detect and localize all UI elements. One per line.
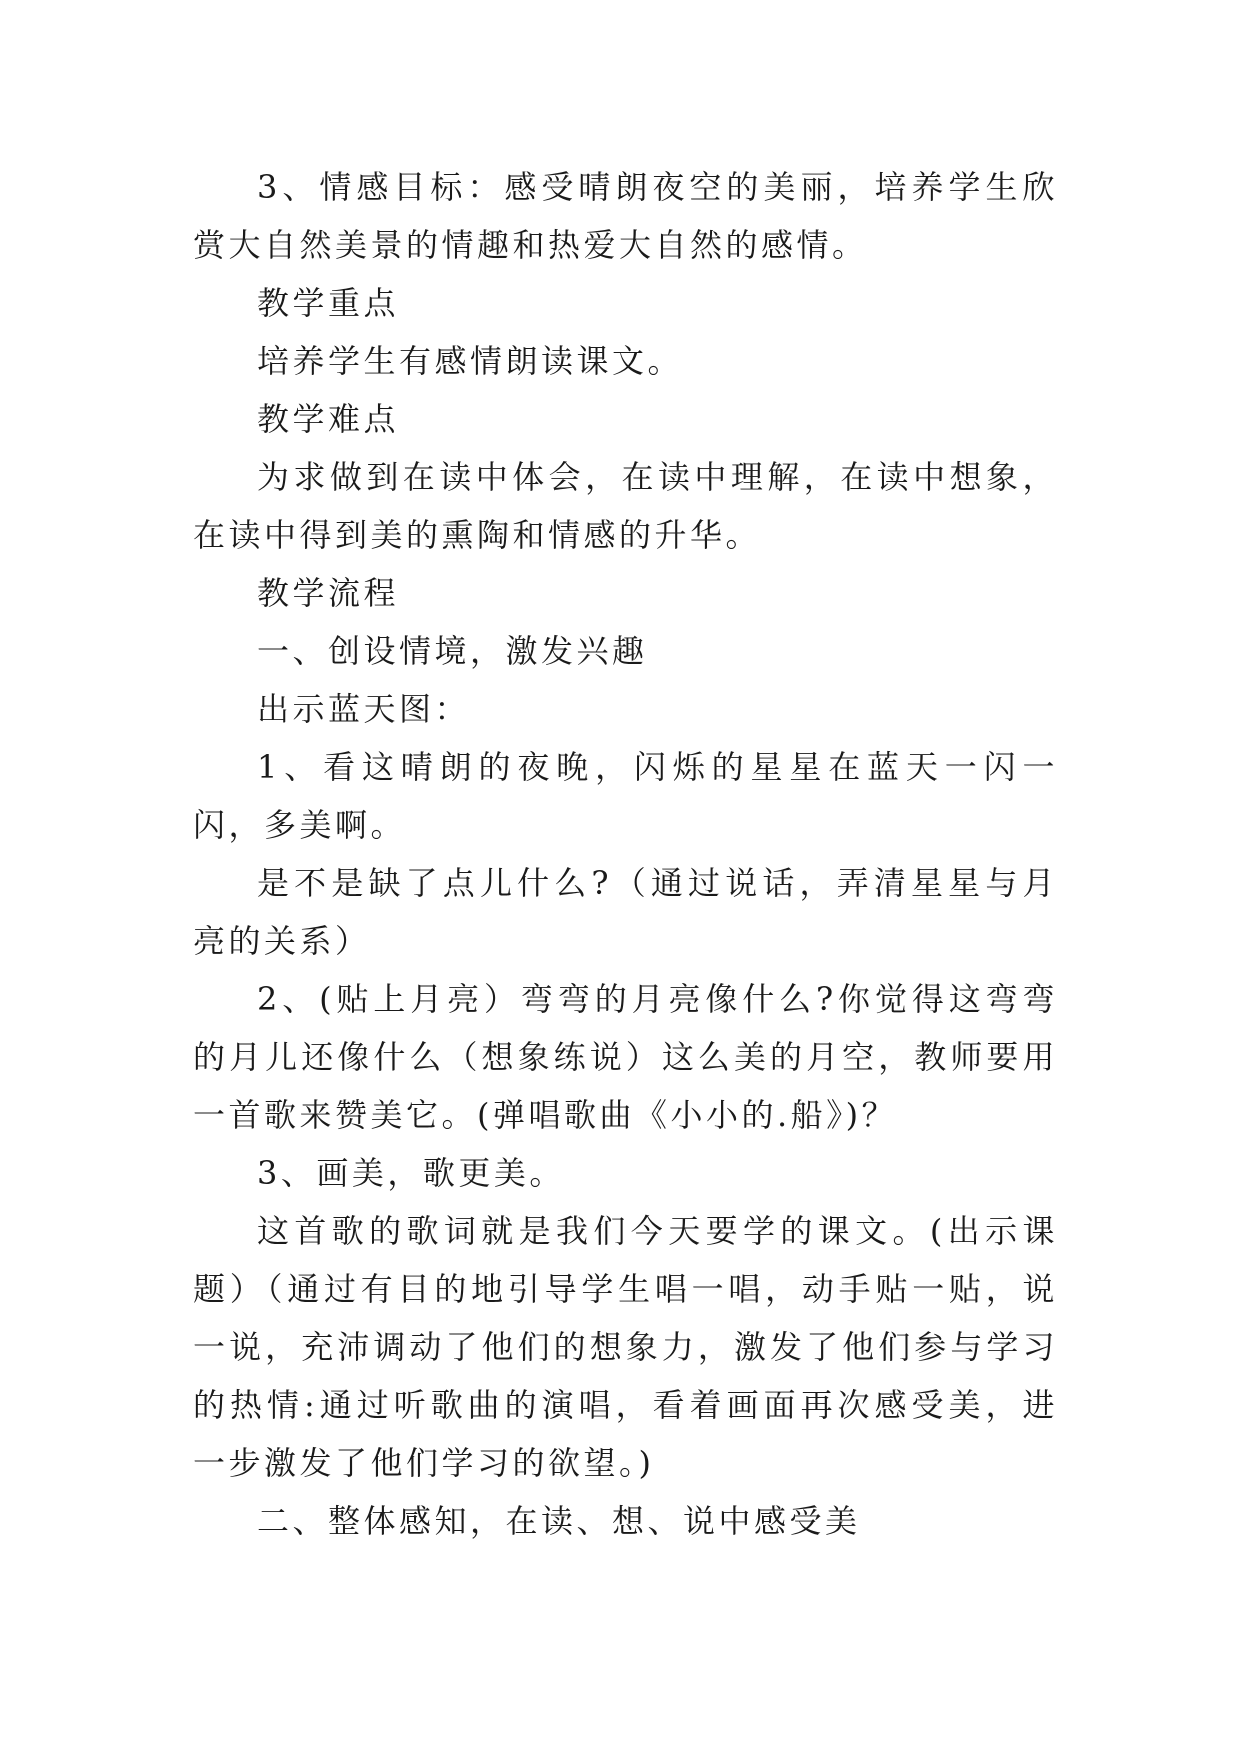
paragraph-step-3: 3、画美，歌更美。 (257, 1154, 565, 1192)
paragraph-emotional-goal: 3、情感目标：感受晴朗夜空的美丽，培养学生欣赏大自然美景的情趣和热爱大自然的感情。 (193, 168, 1058, 264)
heading-teaching-difficulty: 教学难点 (257, 400, 400, 438)
heading-section-one: 一、创设情境，激发兴趣 (257, 632, 648, 670)
paragraph-lyrics-lesson: 这首歌的歌词就是我们今天要学的课文。(出示课题）（通过有目的地引导学生唱一唱，动手贴一贴，说一说，充沛调动了他们的想象力，激发了他们参与学习的热情:通过听歌曲的演唱，看着画面再次感受美，进一步激发了他们学习的欲望。) (193, 1212, 1058, 1482)
heading-teaching-process: 教学流程 (257, 574, 400, 612)
heading-teaching-focus: 教学重点 (257, 284, 400, 322)
document-body (193, 158, 1058, 1550)
paragraph-step-2: 2、(贴上月亮）弯弯的月亮像什么?你觉得这弯弯的月儿还像什么（想象练说）这么美的月空，教师要用一首歌来赞美它。(弹唱歌曲《小小的.船》)？ (193, 980, 1058, 1134)
paragraph-show-sky: 出示蓝天图： (257, 690, 471, 728)
paragraph-teaching-focus: 培养学生有感情朗读课文。 (257, 342, 684, 380)
paragraph-teaching-difficulty: 为求做到在读中体会，在读中理解，在读中想象，在读中得到美的熏陶和情感的升华。 (193, 458, 1058, 554)
heading-section-two: 二、整体感知，在读、想、说中感受美 (257, 1502, 861, 1540)
paragraph-question: 是不是缺了点儿什么?（通过说话，弄清星星与月亮的关系） (193, 864, 1058, 960)
paragraph-step-1: 1、看这晴朗的夜晚，闪烁的星星在蓝天一闪一闪，多美啊。 (193, 748, 1058, 844)
